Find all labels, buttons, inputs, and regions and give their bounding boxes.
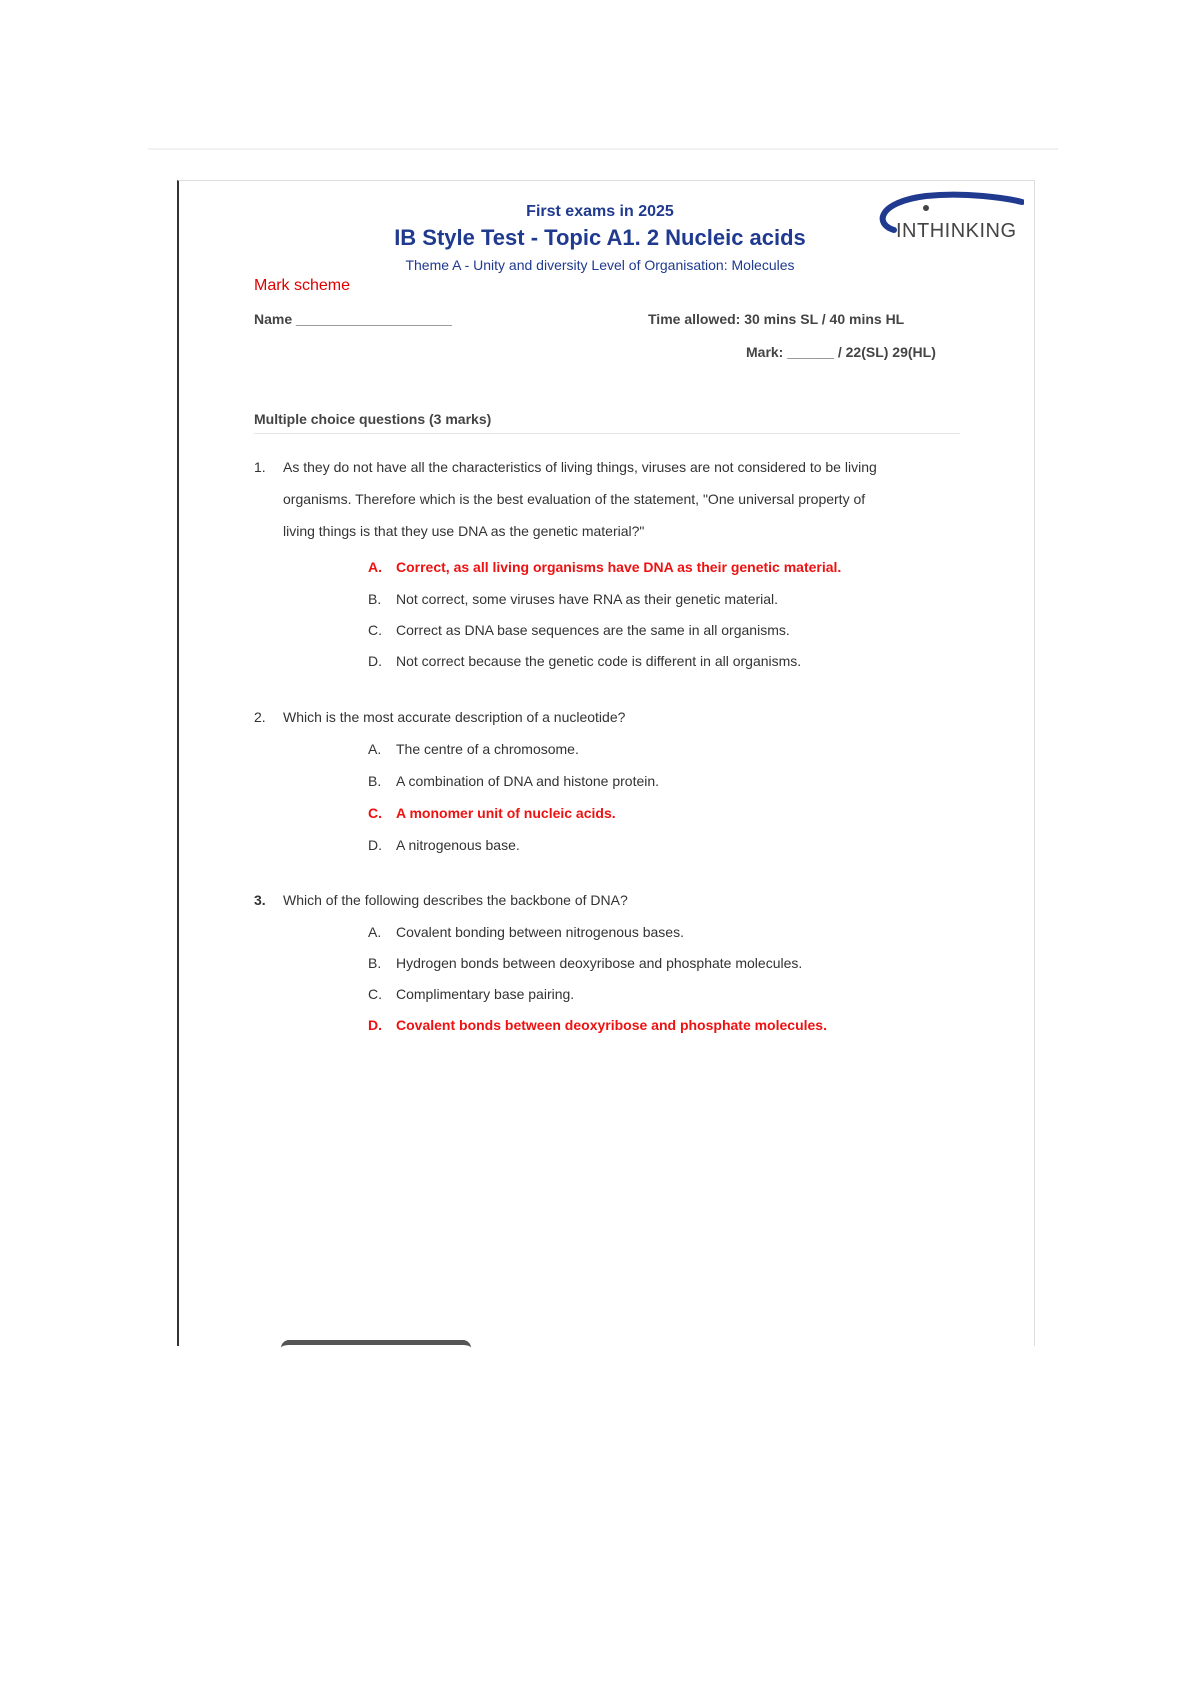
question-3-option-d: D. Covalent bonds between deoxyribose and phosphate molecules. <box>368 1017 827 1033</box>
question-2-option-a: A. The centre of a chromosome. <box>368 741 579 757</box>
question-3-number: 3. <box>254 892 266 908</box>
theme-line: Theme A - Unity and diversity Level of Organisation: Molecules <box>405 257 795 273</box>
question-3-option-c: C. Complimentary base pairing. <box>368 986 575 1002</box>
exam-subtitle: First exams in 2025 <box>526 203 674 220</box>
question-1-option-b: B. Not correct, some viruses have RNA as their genetic material. <box>368 591 779 607</box>
question-1-option-c: C. Correct as DNA base sequences are the same in all organisms. <box>368 622 790 638</box>
logo-text: INTHINKING <box>896 220 1017 242</box>
page-tab <box>281 1340 471 1350</box>
mark-scheme-label: Mark scheme <box>254 277 351 294</box>
question-1-line: As they do not have all the characteristics of living things, viruses are not considered to be living <box>283 459 877 475</box>
page-title: IB Style Test - Topic A1. 2 Nucleic acids <box>394 225 806 250</box>
question-1-number: 1. <box>254 459 266 475</box>
question-2-line: Which is the most accurate description of a nucleotide? <box>283 709 626 725</box>
question-1-line: living things is that they use DNA as the genetic material?" <box>283 523 645 539</box>
question-2-number: 2. <box>254 709 266 725</box>
time-allowed: Time allowed: 30 mins SL / 40 mins HL <box>648 311 905 327</box>
mark-total: Mark: ______ / 22(SL) 29(HL) <box>746 344 936 360</box>
question-3-option-b: B. Hydrogen bonds between deoxyribose and phosphate molecules. <box>368 955 803 971</box>
question-1-option-d: D. Not correct because the genetic code is different in all organisms. <box>368 653 802 669</box>
question-2-option-b: B. A combination of DNA and histone protein. <box>368 773 660 789</box>
name-field-label: Name ____________________ <box>254 311 452 327</box>
question-3-option-a: A. Covalent bonding between nitrogenous bases. <box>368 924 684 940</box>
question-2-option-d: D. A nitrogenous base. <box>368 837 520 853</box>
section-title: Multiple choice questions (3 marks) <box>254 411 492 427</box>
page-top-divider <box>148 148 1058 150</box>
question-1-line: organisms. Therefore which is the best evaluation of the statement, "One universal property of <box>283 491 866 507</box>
question-1-option-a: A. Correct, as all living organisms have DNA as their genetic material. <box>368 559 842 575</box>
question-3-line: Which of the following describes the backbone of DNA? <box>283 892 628 908</box>
question-2-option-c: C. A monomer unit of nucleic acids. <box>368 805 616 821</box>
section-divider <box>254 433 960 434</box>
